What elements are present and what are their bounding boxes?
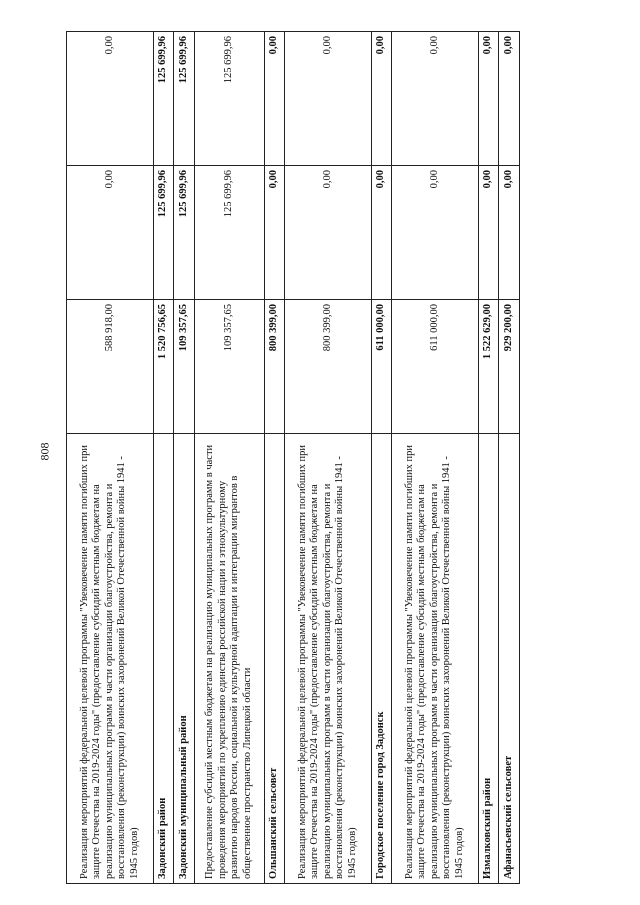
amount-2023-cell: 0,00	[392, 166, 479, 300]
amount-2022-cell: 109 357,65	[194, 300, 264, 434]
amount-2023-cell: 125 699,96	[194, 166, 264, 300]
amount-2022-cell: 1 522 629,00	[478, 300, 499, 434]
amount-2023-cell: 0,00	[478, 166, 499, 300]
amount-2024-cell: 125 699,96	[174, 32, 195, 166]
amount-2023-cell: 0,00	[264, 166, 285, 300]
row-name-cell: Реализация мероприятий федеральной целевой программы "Увековечение памяти погибших при защите Отечества на 2019-2024 годы" (предоставление субсидий местным бюджетам на реализацию муниципальных программ в части организации благоустройства, ремонта и восстановления (реконструкции) воинских захоронений Великой Отечественной войны 1941 - 1945 годов)	[67, 434, 154, 884]
amount-2024-cell: 125 699,96	[153, 32, 174, 166]
row-name-cell: Измалковский район	[478, 434, 499, 884]
row-name-cell: Афанасьевский сельсовет	[499, 434, 520, 884]
amount-2022-cell: 1 520 756,65	[153, 300, 174, 434]
budget-table	[66, 31, 520, 884]
table-row	[67, 32, 154, 884]
amount-2024-cell: 0,00	[264, 32, 285, 166]
row-name-cell: Задонский район	[153, 434, 174, 884]
table-row	[392, 32, 479, 884]
amount-2022-cell: 109 357,65	[174, 300, 195, 434]
amount-2022-cell: 800 399,00	[264, 300, 285, 434]
amount-2024-cell: 0,00	[392, 32, 479, 166]
amount-2024-cell: 0,00	[371, 32, 392, 166]
amount-2024-cell: 0,00	[499, 32, 520, 166]
rotated-table-wrapper	[66, 36, 520, 884]
amount-2023-cell: 0,00	[499, 166, 520, 300]
amount-2023-cell: 0,00	[285, 166, 372, 300]
amount-2024-cell: 125 699,96	[194, 32, 264, 166]
amount-2022-cell: 588 918,00	[67, 300, 154, 434]
amount-2022-cell: 929 200,00	[499, 300, 520, 434]
table-row	[194, 32, 264, 884]
amount-2023-cell: 0,00	[67, 166, 154, 300]
page-number: 808	[37, 442, 52, 461]
amount-2022-cell: 611 000,00	[371, 300, 392, 434]
row-name-cell: Реализация мероприятий федеральной целевой программы "Увековечение памяти погибших при защите Отечества на 2019-2024 годы" (предоставление субсидий местным бюджетам на реализацию муниципальных программ в части организации благоустройства, ремонта и восстановления (реконструкции) воинских захоронений Великой Отечественной войны 1941 - 1945 годов)	[285, 434, 372, 884]
table-row-subtotal	[478, 32, 499, 884]
table-row-subtotal	[153, 32, 174, 884]
amount-2024-cell: 0,00	[478, 32, 499, 166]
table-row	[285, 32, 372, 884]
amount-2022-cell: 800 399,00	[285, 300, 372, 434]
amount-2024-cell: 0,00	[67, 32, 154, 166]
row-name-cell: Предоставление субсидий местным бюджетам на реализацию муниципальных программ в части проведения мероприятий по укреплению единства российской нации и этнокультурному развитию народов России, социальной и культурной адаптации и интеграции мигрантов в общественное пространство Липецкой области	[194, 434, 264, 884]
amount-2023-cell: 125 699,96	[174, 166, 195, 300]
row-name-cell: Ольшанский сельсовет	[264, 434, 285, 884]
amount-2024-cell: 0,00	[285, 32, 372, 166]
amount-2022-cell: 611 000,00	[392, 300, 479, 434]
row-name-cell: Городское поселение город Задонск	[371, 434, 392, 884]
table-row-subtotal	[499, 32, 520, 884]
table-row-subtotal	[264, 32, 285, 884]
row-name-cell: Задонский муниципальный район	[174, 434, 195, 884]
amount-2023-cell: 125 699,96	[153, 166, 174, 300]
amount-2023-cell: 0,00	[371, 166, 392, 300]
table-row-subtotal	[371, 32, 392, 884]
table-row-subtotal	[174, 32, 195, 884]
table-body	[67, 32, 520, 884]
row-name-cell: Реализация мероприятий федеральной целевой программы "Увековечение памяти погибших при защите Отечества на 2019-2024 годы" (предоставление субсидий местным бюджетам на реализацию муниципальных программ в части организации благоустройства, ремонта и восстановления (реконструкции) воинских захоронений Великой Отечественной войны 1941 - 1945 годов)	[392, 434, 479, 884]
